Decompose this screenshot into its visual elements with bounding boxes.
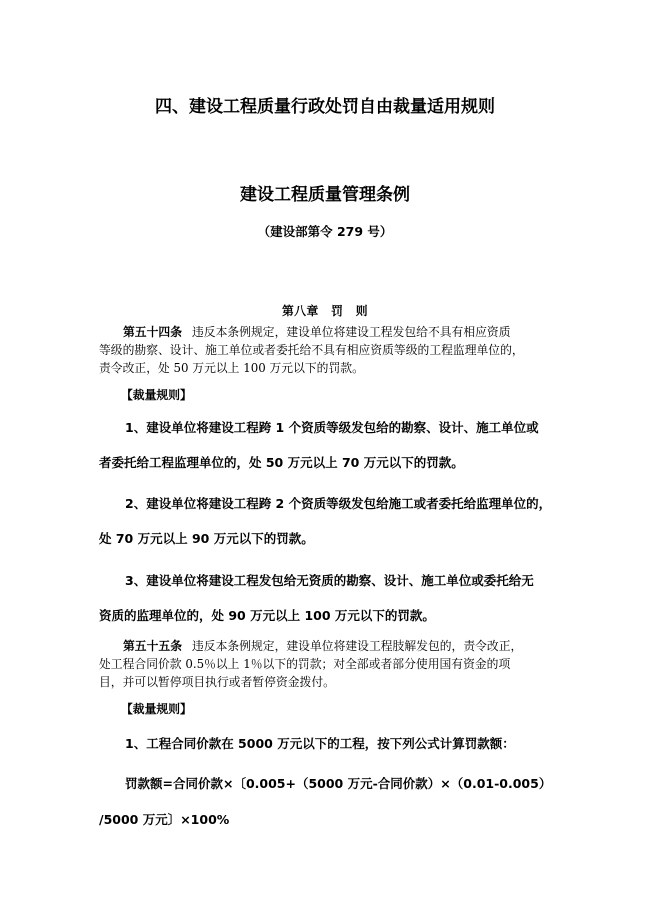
chapter-number: 第八章: [281, 304, 319, 318]
chapter-name: 罚 则: [331, 304, 369, 318]
formula-line: 罚款额=合同价款×〔0.005+（5000 万元-合同价款）×（0.01-0.005）: [125, 776, 552, 791]
formula-line: /5000 万元〕×100%: [99, 812, 230, 827]
rule-line: 3、建设单位将建设工程发包给无资质的勘察、设计、施工单位或委托给无: [125, 573, 534, 588]
article-55-line: 违反本条例规定，建设单位将建设工程肢解发包的，责令改正，: [192, 639, 523, 653]
article-54-line: 等级的勘察、设计、施工单位或者委托给不具有相应资质等级的工程监理单位的，: [99, 343, 524, 357]
article-54-line: 责令改正，处 50 万元以上 100 万元以下的罚款。: [99, 361, 364, 375]
rule-line: 1、建设单位将建设工程跨 1 个资质等级发包给的勘察、设计、施工单位或: [125, 420, 539, 435]
regulation-title: 建设工程质量管理条例: [240, 185, 410, 205]
section-title: 四、建设工程质量行政处罚自由裁量适用规则: [155, 97, 495, 117]
rules-heading: 【裁量规则】: [121, 388, 192, 402]
article-54: [99, 323, 569, 377]
rule-line: 处 70 万元以上 90 万元以下的罚款。: [99, 531, 314, 546]
decree-number: （建设部第令 279 号）: [257, 224, 393, 239]
rule-line: 2、建设单位将建设工程跨 2 个资质等级发包给施工或者委托给监理单位的，: [125, 496, 552, 511]
article-55-line: 处工程合同价款 0.5％以上 1％以下的罚款；对全部或者部分使用国有资金的项: [99, 657, 511, 671]
article-55-label: 第五十五条: [123, 639, 182, 653]
rule-line: 者委托给工程监理单位的，处 50 万元以上 70 万元以下的罚款。: [99, 455, 464, 470]
rule-line: 资质的监理单位的，处 90 万元以上 100 万元以下的罚款。: [99, 608, 435, 623]
rule-line: 1、工程合同价款在 5000 万元以下的工程，按下列公式计算罚款额：: [125, 736, 515, 751]
article-55-line: 目，并可以暂停项目执行或者暂停资金拨付。: [99, 675, 335, 689]
article-54-line: 违反本条例规定，建设单位将建设工程发包给不具有相应资质: [192, 325, 511, 339]
article-54-label: 第五十四条: [123, 325, 182, 339]
chapter-heading: [0, 302, 650, 320]
rules-heading: 【裁量规则】: [121, 702, 192, 716]
article-55: [99, 637, 569, 691]
